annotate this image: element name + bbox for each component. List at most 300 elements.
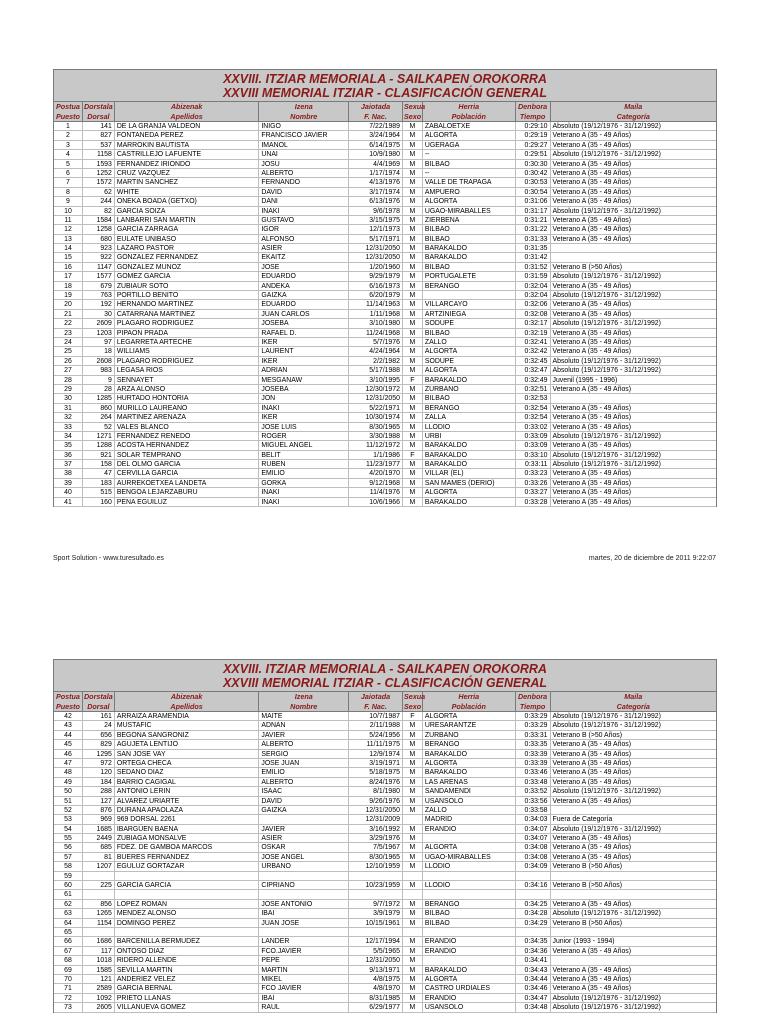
cell-categoria: Veterano A (35 - 49 Años) (552, 975, 632, 983)
header-apellidos: Abizenak Apellidos (115, 102, 260, 121)
cell-poblacion: LLODIO (423, 862, 516, 870)
table-row (54, 253, 716, 262)
cell-apellidos: FONTANEDA PEREZ (115, 131, 260, 139)
cell-apellidos: SEVILLA MARTIN (115, 966, 260, 974)
table-row (54, 975, 716, 984)
cell-puesto: 57 (54, 853, 83, 861)
cell-nombre: EDUARDO (259, 300, 349, 308)
cell-puesto: 28 (54, 376, 83, 384)
cell-tiempo: 0:34:16 (516, 881, 551, 889)
cell-tiempo: 0:34:07 (516, 834, 551, 842)
cell-dorsal: 52 (83, 423, 115, 431)
cell-fecha: 7/5/1967 (349, 843, 403, 851)
cell-dorsal: 2449 (83, 834, 115, 842)
cell-fecha: 5/17/1971 (349, 235, 403, 243)
cell-apellidos: ACOSTA HERNANDEZ (115, 441, 260, 449)
cell-puesto: 4 (54, 150, 83, 158)
header-puesto: Postua Puesto (54, 102, 83, 121)
table-row (54, 862, 716, 871)
cell-fecha: 9/13/1971 (349, 966, 403, 974)
cell-nombre: GAIZKA (259, 291, 349, 299)
cell-apellidos: LEGASA RIOS (115, 366, 260, 374)
cell-nombre: LANDER (259, 937, 349, 945)
cell-nombre: IKER (259, 413, 349, 421)
cell-puesto: 27 (54, 366, 83, 374)
cell-apellidos: GARCIA GARCIA (115, 881, 260, 889)
header-tiempo: Denbora Tiempo (516, 102, 551, 121)
cell-puesto: 33 (54, 423, 83, 431)
cell-nombre: ALBERTO (259, 778, 349, 786)
cell-sexo: M (403, 160, 423, 168)
results-table (53, 692, 717, 1013)
cell-fecha: 3/17/1974 (349, 188, 403, 196)
cell-poblacion (423, 291, 516, 299)
cell-tiempo: 0:32:17 (516, 319, 551, 327)
table-row (54, 376, 716, 385)
cell-dorsal: 515 (83, 488, 115, 496)
cell-dorsal: 120 (83, 768, 115, 776)
results-title (53, 69, 717, 102)
cell-puesto: 31 (54, 404, 83, 412)
cell-categoria (551, 928, 716, 936)
cell-fecha: 3/19/1971 (349, 759, 403, 767)
table-row (54, 169, 716, 178)
table-row (54, 815, 716, 824)
cell-categoria: Absoluto (19/12/1976 - 31/12/1992) (552, 292, 661, 300)
cell-puesto: 9 (54, 197, 83, 205)
cell-fecha: 8/31/1985 (349, 994, 403, 1002)
cell-poblacion: ERANDIO (423, 937, 516, 945)
cell-categoria: Fuera de Categoría (552, 816, 613, 824)
cell-apellidos: GARCIA SOIZA (115, 207, 260, 215)
cell-nombre (259, 815, 349, 823)
cell-fecha: 4/24/1964 (349, 347, 403, 355)
cell-poblacion: ZALLA (423, 413, 516, 421)
cell-poblacion: UGAO-MIRABALLES (423, 853, 516, 861)
cell-poblacion: VILLARCAYO (423, 300, 516, 308)
table-row (54, 768, 716, 777)
cell-apellidos: BENGOA LEJARZABURU (115, 488, 260, 496)
cell-categoria (551, 806, 716, 814)
cell-fecha: 5/24/1956 (349, 731, 403, 739)
cell-categoria: Veterano B (>50 Años) (552, 731, 623, 739)
cell-puesto: 49 (54, 778, 83, 786)
cell-tiempo (516, 890, 551, 898)
cell-nombre: IBAI (259, 909, 349, 917)
cell-apellidos: LAZARO PASTOR (115, 244, 260, 252)
cell-puesto: 17 (54, 272, 83, 280)
header-dorsal: Dorstala Dorsal (83, 692, 115, 711)
cell-tiempo: 0:31:33 (516, 235, 551, 243)
cell-sexo: M (403, 881, 423, 889)
cell-puesto: 13 (54, 235, 83, 243)
cell-puesto: 37 (54, 460, 83, 468)
cell-puesto: 20 (54, 300, 83, 308)
cell-tiempo: 0:34:28 (516, 909, 551, 917)
cell-apellidos: HERNANDO MARTINEZ (115, 300, 260, 308)
cell-tiempo: 0:32:08 (516, 310, 551, 318)
title-basque: XXVIII. ITZIAR MEMORIALA - SAILKAPEN OROKORRA (223, 71, 547, 86)
cell-sexo: M (403, 460, 423, 468)
cell-sexo: M (403, 843, 423, 851)
cell-puesto: 54 (54, 825, 83, 833)
cell-nombre: GORKA (259, 479, 349, 487)
cell-apellidos: ZUBIAGA MONSALVE (115, 834, 260, 842)
cell-apellidos: SENNAYET (115, 376, 260, 384)
cell-fecha: 9/6/1978 (349, 207, 403, 215)
cell-fecha: 12/31/2050 (349, 244, 403, 252)
cell-categoria: Absoluto (19/12/1976 - 31/12/1992) (552, 788, 661, 796)
title-spanish: XXVIII MEMORIAL ITZIAR - CLASIFICACIÓN GENERAL (222, 675, 548, 690)
cell-fecha: 4/13/1976 (349, 178, 403, 186)
cell-sexo: M (403, 731, 423, 739)
cell-poblacion: BARAKALDO (423, 460, 516, 468)
cell-puesto: 69 (54, 966, 83, 974)
cell-categoria: Veterano A (35 - 49 Años) (552, 835, 632, 843)
cell-apellidos: PENA EGUILUZ (115, 498, 260, 506)
cell-apellidos: BUERES FERNANDEZ (115, 853, 260, 861)
cell-nombre: ANDEKA (259, 282, 349, 290)
cell-dorsal: 1585 (83, 966, 115, 974)
cell-sexo: M (403, 937, 423, 945)
cell-puesto: 19 (54, 291, 83, 299)
cell-dorsal (83, 890, 115, 898)
cell-poblacion: URESARANTZE (423, 721, 516, 729)
cell-dorsal: 656 (83, 731, 115, 739)
cell-dorsal: 121 (83, 975, 115, 983)
table-row (54, 787, 716, 796)
cell-sexo: M (403, 966, 423, 974)
cell-tiempo: 0:34:48 (516, 1003, 551, 1011)
cell-nombre: INAKI (259, 498, 349, 506)
cell-tiempo: 0:32:06 (516, 300, 551, 308)
cell-puesto: 40 (54, 488, 83, 496)
cell-categoria: Veterano A (35 - 49 Años) (552, 169, 632, 177)
table-row (54, 291, 716, 300)
cell-fecha: 12/31/2009 (349, 815, 403, 823)
cell-poblacion: ZALLO (423, 338, 516, 346)
cell-puesto: 51 (54, 797, 83, 805)
cell-apellidos: BARRIO CAGIGAL (115, 778, 260, 786)
cell-poblacion: BERANGO (423, 900, 516, 908)
cell-categoria: Veterano A (35 - 49 Años) (552, 423, 632, 431)
cell-nombre: JUAN CARLOS (259, 310, 349, 318)
cell-nombre: JOSEBA (259, 385, 349, 393)
cell-apellidos: ORTEGA CHECA (115, 759, 260, 767)
cell-fecha: 8/30/1965 (349, 853, 403, 861)
cell-fecha: 2/2/1982 (349, 357, 403, 365)
cell-categoria (551, 872, 716, 880)
cell-puesto: 5 (54, 160, 83, 168)
table-row (54, 357, 716, 366)
table-row (54, 160, 716, 169)
cell-apellidos: ONEKA BOADA (GETXO) (115, 197, 260, 205)
table-row (54, 825, 716, 834)
table-row (54, 263, 716, 272)
cell-sexo: M (403, 423, 423, 431)
table-row (54, 366, 716, 375)
cell-nombre: DAVID (259, 188, 349, 196)
table-row (54, 881, 716, 890)
cell-categoria: Veterano A (35 - 49 Años) (552, 498, 632, 506)
cell-poblacion: VALLE DE TRAPAGA (423, 178, 516, 186)
header-categoria: Maila Categoría (616, 691, 650, 711)
cell-poblacion: BILBAO (423, 160, 516, 168)
cell-sexo: M (403, 141, 423, 149)
cell-tiempo: 0:33:23 (516, 469, 551, 477)
cell-nombre: JOSEBA (259, 319, 349, 327)
cell-tiempo: 0:32:19 (516, 329, 551, 337)
cell-categoria: Absoluto (19/12/1976 - 31/12/1992) (552, 451, 661, 459)
cell-tiempo: 0:33:46 (516, 768, 551, 776)
cell-poblacion: LLODIO (423, 423, 516, 431)
cell-poblacion: BARAKALDO (423, 966, 516, 974)
table-row (54, 310, 716, 319)
cell-nombre: RUBEN (259, 460, 349, 468)
cell-dorsal: 876 (83, 806, 115, 814)
cell-sexo: M (403, 919, 423, 927)
cell-tiempo: 0:31:22 (516, 225, 551, 233)
cell-sexo: M (403, 319, 423, 327)
cell-sexo: M (403, 282, 423, 290)
cell-categoria: Veterano A (35 - 49 Años) (552, 844, 632, 852)
table-row (54, 423, 716, 432)
cell-nombre: ASIER (259, 834, 349, 842)
cell-sexo: M (403, 797, 423, 805)
cell-puesto: 10 (54, 207, 83, 215)
cell-dorsal: 763 (83, 291, 115, 299)
cell-sexo: M (403, 759, 423, 767)
cell-fecha: 4/4/1969 (349, 160, 403, 168)
cell-tiempo: 0:33:11 (516, 460, 551, 468)
cell-fecha: 12/31/2050 (349, 394, 403, 402)
cell-puesto: 72 (54, 994, 83, 1002)
cell-nombre: ADRIAN (259, 366, 349, 374)
cell-apellidos: GOMEZ GARCIA (115, 272, 260, 280)
cell-dorsal: 160 (83, 498, 115, 506)
cell-tiempo: 0:33:02 (516, 423, 551, 431)
table-row (54, 150, 716, 159)
cell-poblacion: ALGORTA (423, 488, 516, 496)
table-body (54, 712, 716, 1013)
table-row (54, 404, 716, 413)
cell-sexo: M (403, 956, 423, 964)
cell-fecha: 12/1/1973 (349, 225, 403, 233)
cell-nombre: EMILIO (259, 469, 349, 477)
cell-fecha: 3/9/1979 (349, 909, 403, 917)
cell-poblacion: BERANGO (423, 282, 516, 290)
cell-nombre: JOSE ANTONIO (259, 900, 349, 908)
cell-fecha: 12/17/1994 (349, 937, 403, 945)
cell-poblacion (423, 928, 516, 936)
table-row (54, 797, 716, 806)
cell-puesto: 65 (54, 928, 83, 936)
cell-categoria: Veterano A (35 - 49 Años) (552, 479, 632, 487)
cell-puesto: 25 (54, 347, 83, 355)
cell-tiempo: 0:34:41 (516, 956, 551, 964)
cell-poblacion: ZURBANO (423, 385, 516, 393)
cell-apellidos: PORTILLO BENITO (115, 291, 260, 299)
cell-dorsal: 856 (83, 900, 115, 908)
table-row (54, 947, 716, 956)
cell-categoria: Veterano A (35 - 49 Años) (552, 226, 632, 234)
cell-nombre: IGOR (259, 225, 349, 233)
cell-fecha: 10/15/1961 (349, 919, 403, 927)
cell-sexo: M (403, 197, 423, 205)
cell-puesto: 68 (54, 956, 83, 964)
cell-poblacion: ERANDIO (423, 994, 516, 1002)
cell-sexo: M (403, 347, 423, 355)
cell-dorsal: 1258 (83, 225, 115, 233)
cell-categoria: Veterano A (35 - 49 Años) (552, 188, 632, 196)
cell-apellidos: PRIETO LLANAS (115, 994, 260, 1002)
cell-sexo (403, 872, 423, 880)
cell-tiempo: 0:33:09 (516, 432, 551, 440)
cell-poblacion: USANSOLO (423, 797, 516, 805)
cell-poblacion (423, 956, 516, 964)
cell-apellidos: CASTRILLEJO LAFUENTE (115, 150, 260, 158)
cell-dorsal: 141 (83, 122, 115, 130)
cell-puesto: 50 (54, 787, 83, 795)
cell-poblacion: SODUPE (423, 319, 516, 327)
cell-poblacion: LLODIO (423, 881, 516, 889)
cell-tiempo: 0:32:53 (516, 394, 551, 402)
cell-fecha: 3/15/1975 (349, 216, 403, 224)
cell-nombre: FERNANDO (259, 178, 349, 186)
cell-dorsal: 117 (83, 947, 115, 955)
table-row (54, 834, 716, 843)
cell-tiempo: 0:32:47 (516, 366, 551, 374)
table-row (54, 122, 716, 131)
cell-nombre: GUSTAVO (259, 216, 349, 224)
cell-dorsal: 244 (83, 197, 115, 205)
cell-puesto: 61 (54, 890, 83, 898)
cell-dorsal: 680 (83, 235, 115, 243)
cell-apellidos: ARRAIZA ARAMENDIA (115, 712, 260, 720)
cell-fecha: 5/7/1976 (349, 338, 403, 346)
cell-fecha: 8/30/1965 (349, 423, 403, 431)
table-header (54, 692, 716, 712)
cell-apellidos: DURANA APAOLAZA (115, 806, 260, 814)
cell-apellidos: CRUZ VAZQUEZ (115, 169, 260, 177)
cell-nombre: IMANOL (259, 141, 349, 149)
table-row (54, 900, 716, 909)
cell-tiempo: 0:29:19 (516, 131, 551, 139)
table-row (54, 712, 716, 721)
cell-fecha: 11/12/1972 (349, 441, 403, 449)
cell-tiempo: 0:30:54 (516, 188, 551, 196)
cell-nombre: DAVID (259, 797, 349, 805)
cell-sexo: M (403, 432, 423, 440)
cell-tiempo: 0:34:08 (516, 853, 551, 861)
cell-categoria: Absoluto (19/12/1976 - 31/12/1992) (552, 722, 661, 730)
header-dorsal: Dorstala Dorsal (83, 102, 115, 121)
cell-apellidos: GARCIA BERNAL (115, 984, 260, 992)
cell-dorsal: 1593 (83, 160, 115, 168)
cell-fecha: 9/12/1968 (349, 479, 403, 487)
cell-categoria: Veterano A (35 - 49 Años) (552, 404, 632, 412)
cell-dorsal: 264 (83, 413, 115, 421)
cell-poblacion: CASTRO URDIALES (423, 984, 516, 992)
cell-apellidos: MUSTAFIC (115, 721, 260, 729)
cell-dorsal: 1203 (83, 329, 115, 337)
cell-fecha: 1/11/1968 (349, 310, 403, 318)
cell-dorsal: 969 (83, 815, 115, 823)
table-row (54, 282, 716, 291)
cell-dorsal: 1572 (83, 178, 115, 186)
cell-apellidos: IBARGÜEN BAENA (115, 825, 260, 833)
cell-sexo: M (403, 768, 423, 776)
cell-nombre: DANI (259, 197, 349, 205)
cell-sexo: M (403, 488, 423, 496)
cell-tiempo: 0:32:45 (516, 357, 551, 365)
cell-fecha: 6/16/1973 (349, 282, 403, 290)
cell-dorsal (83, 928, 115, 936)
cell-tiempo: 0:31:17 (516, 207, 551, 215)
cell-nombre: SERGIO (259, 750, 349, 758)
results-title (53, 659, 717, 692)
cell-dorsal: 1207 (83, 862, 115, 870)
cell-tiempo: 0:34:25 (516, 900, 551, 908)
cell-sexo: M (403, 909, 423, 917)
cell-poblacion: -- (423, 150, 516, 158)
cell-poblacion: BARAKALDO (423, 244, 516, 252)
cell-fecha: 5/22/1971 (349, 404, 403, 412)
cell-categoria: Veterano A (35 - 49 Años) (552, 348, 632, 356)
cell-apellidos: BARCENILLA BERMUDEZ (115, 937, 260, 945)
cell-categoria: Veterano A (35 - 49 Años) (552, 282, 632, 290)
cell-sexo: M (403, 947, 423, 955)
cell-apellidos: MARTINEZ ARENAZA (115, 413, 260, 421)
cell-dorsal (83, 872, 115, 880)
cell-dorsal: 827 (83, 131, 115, 139)
cell-apellidos: GONZALEZ MUNOZ (115, 263, 260, 271)
cell-categoria: Absoluto (19/12/1976 - 31/12/1992) (552, 1004, 661, 1012)
cell-fecha: 11/11/1975 (349, 740, 403, 748)
cell-puesto: 16 (54, 263, 83, 271)
cell-sexo: M (403, 366, 423, 374)
cell-nombre: MAITE (259, 712, 349, 720)
cell-apellidos: EULATE UNIBASO (115, 235, 260, 243)
cell-puesto: 30 (54, 394, 83, 402)
cell-nombre: MESGANAW (259, 376, 349, 384)
cell-poblacion: ALGORTA (423, 712, 516, 720)
cell-categoria (551, 890, 716, 898)
cell-fecha: 7/22/1989 (349, 122, 403, 130)
cell-puesto: 14 (54, 244, 83, 252)
cell-dorsal: 921 (83, 451, 115, 459)
cell-nombre: FCO JAVIER (259, 984, 349, 992)
cell-dorsal: 1092 (83, 994, 115, 1002)
cell-tiempo: 0:34:35 (516, 937, 551, 945)
cell-apellidos: BEGONA SANGRONIZ (115, 731, 260, 739)
cell-dorsal: 1584 (83, 216, 115, 224)
cell-poblacion: -- (423, 169, 516, 177)
cell-categoria: Absoluto (19/12/1976 - 31/12/1992) (552, 713, 661, 720)
cell-fecha: 8/24/1976 (349, 778, 403, 786)
cell-fecha: 3/29/1976 (349, 834, 403, 842)
cell-apellidos (115, 928, 260, 936)
cell-poblacion: BARAKALDO (423, 376, 516, 384)
cell-poblacion: BARAKALDO (423, 441, 516, 449)
cell-fecha: 10/7/1987 (349, 712, 403, 720)
cell-dorsal: 161 (83, 712, 115, 720)
cell-sexo: F (403, 712, 423, 720)
cell-categoria: Veterano A (35 - 49 Años) (552, 338, 632, 346)
cell-nombre (259, 872, 349, 880)
cell-dorsal: 97 (83, 338, 115, 346)
table-row (54, 451, 716, 460)
